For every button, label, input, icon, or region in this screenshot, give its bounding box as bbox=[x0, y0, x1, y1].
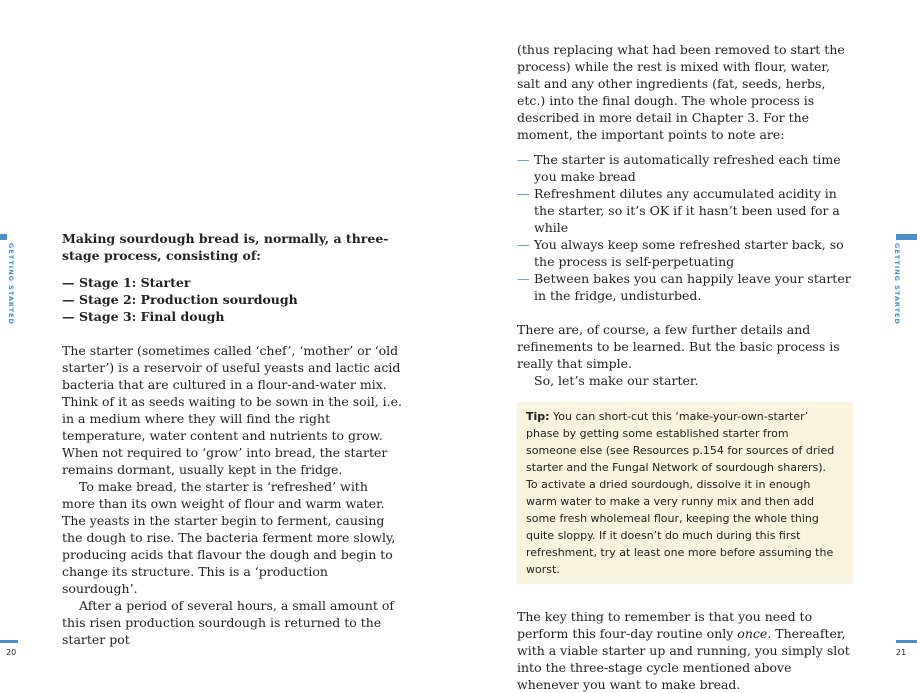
right-section-label: GETTING STARTED bbox=[893, 243, 901, 325]
spacer bbox=[517, 389, 853, 402]
intro-heading: Making sourdough bread is, normally, a three-stage process, consisting of: bbox=[62, 231, 389, 263]
period-paragraph: After a period of several hours, a small amount of this risen production sourdough is returned to the starter pot bbox=[62, 598, 395, 647]
continuation-paragraph: (thus replacing what had been removed to start the process) while the rest is mixed with flour, water, salt and any other ingredients (fat, seeds, herbs, etc.) into the final dough. The whole process is described in more detail in Chapter 3. For the moment, the important points to note are: bbox=[517, 42, 845, 142]
tip-text: You can short-cut this ‘make-your-own-starter’ phase by getting some established starter from someone else (see Resources p.154 for sources of dried starter and the Fungal Network of sourdough sharers). To activate a dried sourdough, dissolve it in enough warm water to make a very runny mix and then add some fresh wholemeal flour, keeping the whole thing quite sloppy. If it doesn’t do much during this first refreshment, try at least one more before assuming the worst. bbox=[526, 410, 835, 576]
key-thing-emphasis: once bbox=[737, 626, 768, 641]
key-thing-paragraph bbox=[517, 608, 853, 693]
stage-item: — Stage 1: Starter bbox=[62, 274, 402, 291]
key-thing-text-a: The key thing to remember is that you need to perform this four-day routine only bbox=[517, 609, 813, 641]
left-section-label: GETTING STARTED bbox=[7, 243, 15, 325]
stage-item: — Stage 2: Production sourdough bbox=[62, 291, 402, 308]
tip-label: Tip: bbox=[526, 410, 550, 423]
left-page-column bbox=[62, 230, 402, 648]
spacer bbox=[62, 325, 402, 342]
spacer bbox=[517, 143, 853, 151]
starter-paragraph: The starter (sometimes called ‘chef’, ‘mother’ or ‘old starter’) is a reservoir of useful yeasts and lactic acid bacteria that are cultured in a flour-and-water mix. Think of it as seeds waiting to be sown in the soil, i.e. in a medium where they will find the right temperature, water content and nutrients to grow. When not required to ‘grow’ into bread, the starter remains dormant, usually kept in the fridge. bbox=[62, 343, 402, 477]
stage-list bbox=[62, 274, 402, 325]
tip-box bbox=[517, 402, 853, 584]
right-page-number: 21 bbox=[896, 648, 907, 657]
point-item: — Between bakes you can happily leave your starter in the fridge, undisturbed. bbox=[517, 270, 853, 304]
spacer bbox=[517, 304, 853, 321]
right-section-tab bbox=[896, 234, 917, 240]
points-list bbox=[517, 151, 853, 304]
spacer bbox=[517, 584, 853, 608]
left-section-tab bbox=[0, 234, 7, 240]
stage-item: — Stage 3: Final dough bbox=[62, 308, 402, 325]
key-thing-text-b: . Thereafter, with a viable starter up and running, you simply slot into the three-stage cycle mentioned above whenever you want to make bread. bbox=[517, 626, 850, 692]
right-page-number-tick bbox=[896, 640, 917, 643]
point-item: — The starter is automatically refreshed each time you make bread bbox=[517, 151, 853, 185]
right-page-column bbox=[517, 41, 853, 693]
details-paragraph: There are, of course, a few further details and refinements to be learned. But the basic process is really that simple. bbox=[517, 322, 840, 371]
refresh-paragraph: To make bread, the starter is ‘refreshed’ with more than its own weight of flour and warm water. The yeasts in the starter begin to ferment, causing the dough to rise. The bacteria ferment more slowly, producing acids that flavour the dough and begin to change its structure. This is a ‘production sourdough’. bbox=[62, 479, 396, 596]
point-item: — Refreshment dilutes any accumulated acidity in the starter, so it’s OK if it hasn’t been used for a while bbox=[517, 185, 853, 236]
point-item: — You always keep some refreshed starter back, so the process is self-perpetuating bbox=[517, 236, 853, 270]
lets-make-paragraph: So, let’s make our starter. bbox=[534, 373, 699, 388]
left-page-number: 20 bbox=[6, 648, 17, 657]
left-page-number-tick bbox=[0, 640, 18, 643]
